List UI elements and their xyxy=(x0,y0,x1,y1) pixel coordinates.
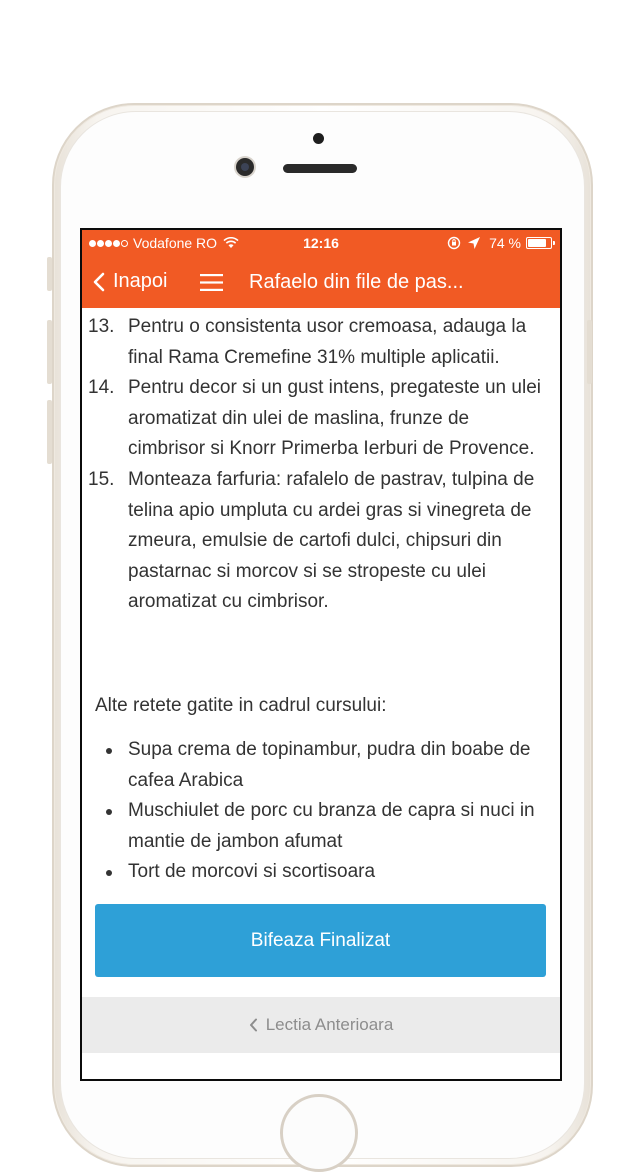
other-recipes-heading: Alte retete gatite in cadrul cursului: xyxy=(95,695,387,716)
front-camera xyxy=(236,158,254,176)
list-item xyxy=(88,312,548,373)
step-number: 14. xyxy=(88,377,115,399)
step-number: 13. xyxy=(88,316,115,337)
chevron-left-icon xyxy=(93,272,105,292)
hamburger-menu-icon[interactable] xyxy=(200,274,223,291)
list-item xyxy=(88,373,548,465)
mute-switch xyxy=(47,257,52,291)
status-indicators xyxy=(447,235,552,251)
status-bar xyxy=(82,230,560,256)
other-recipes-list xyxy=(104,735,550,888)
rotation-lock-icon xyxy=(447,236,461,250)
step-number: 15. xyxy=(88,468,115,490)
lesson-content xyxy=(82,308,560,933)
power-button xyxy=(587,320,592,384)
battery-icon xyxy=(526,237,552,249)
back-button[interactable] xyxy=(93,270,168,293)
previous-lesson-label: Lectia Anterioara xyxy=(265,1015,394,1034)
list-item xyxy=(88,465,548,618)
chevron-left-icon xyxy=(249,1018,258,1032)
volume-down-button xyxy=(47,400,52,464)
battery-percentage: 74 % xyxy=(489,235,521,251)
navigation-bar xyxy=(82,256,560,308)
volume-up-button xyxy=(47,320,52,384)
step-text: Pentru decor si un gust intens, pregateste un ulei aromatizat din ulei de maslina, frunze de cimbrisor si Knorr Primerba Ierburi de Provence. xyxy=(128,377,541,460)
battery-level xyxy=(528,239,546,247)
proximity-sensor xyxy=(313,133,324,144)
location-arrow-icon xyxy=(467,236,481,250)
list-item: Supa crema de topinambur, pudra din boabe de cafea Arabica xyxy=(104,735,550,796)
step-text: Monteaza farfuria: rafalelo de pastrav, tulpina de telina apio umpluta cu ardei gras si vinegreta de zmeura, emulsie de cartofi dulci, chipsuri din pastarnac si morcov si se stropeste cu ulei aromatizat cu cimbrisor. xyxy=(128,468,535,613)
status-time: 12:16 xyxy=(303,235,339,251)
step-text: Pentru o consistenta usor cremoasa, adauga la final Rama Cremefine 31% multiple aplicatii. xyxy=(128,316,527,368)
carrier-name: Vodafone RO xyxy=(133,235,218,251)
back-button-label: Inapoi xyxy=(113,270,168,292)
recipe-steps xyxy=(88,312,548,618)
home-button[interactable] xyxy=(280,1094,358,1172)
page-title: Rafaelo din file de pas... xyxy=(249,271,464,293)
lesson-footer xyxy=(82,997,560,1053)
list-item: Tort de morcovi si scortisoara xyxy=(104,857,550,888)
phone-screen xyxy=(80,228,562,1081)
list-item: Muschiulet de porc cu branza de capra si nuci in mantie de jambon afumat xyxy=(104,796,550,857)
mark-complete-button[interactable]: Bifeaza Finalizat xyxy=(95,904,546,977)
earpiece-speaker xyxy=(283,164,357,173)
previous-lesson-button[interactable] xyxy=(82,1015,560,1035)
